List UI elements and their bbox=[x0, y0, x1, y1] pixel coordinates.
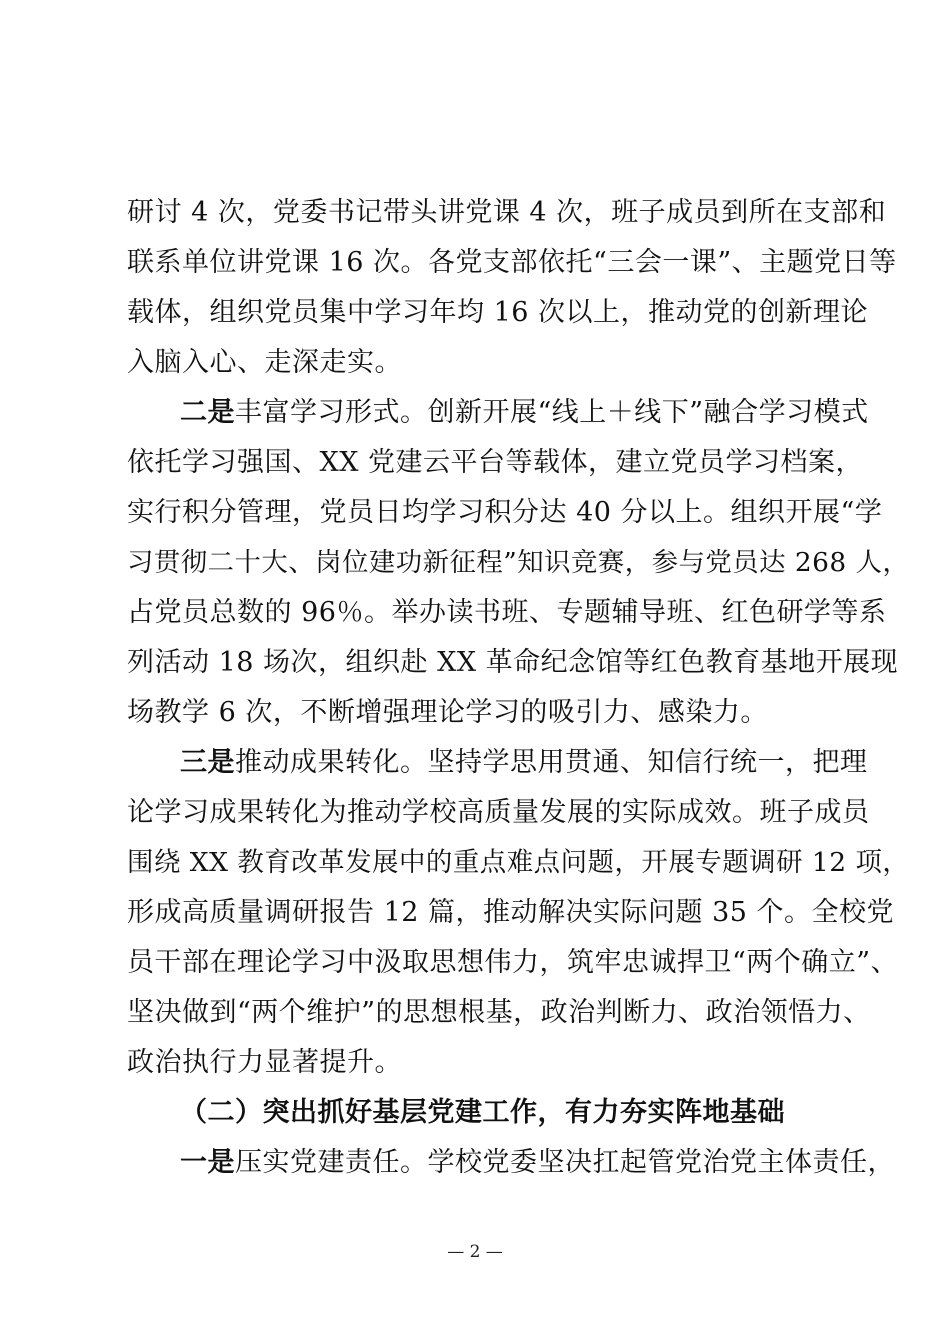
text-line: 入脑入心、走深走实。 bbox=[127, 347, 402, 378]
text-line: 列活动 18 场次，组织赴 XX 革命纪念馆等红色教育基地开展现 bbox=[127, 647, 899, 678]
text-line: 场教学 6 次，不断增强理论学习的吸引力、感染力。 bbox=[127, 697, 768, 728]
text-line: 载体，组织党员集中学习年均 16 次以上，推动党的创新理论 bbox=[127, 297, 869, 328]
text-line: 形成高质量调研报告 12 篇，推动解决实际问题 35 个。全校党 bbox=[127, 897, 895, 928]
text-line: 员干部在理论学习中汲取思想伟力，筑牢忠诚捍卫“两个确立”、 bbox=[127, 947, 899, 978]
text-line: 实行积分管理，党员日均学习积分达 40 分以上。组织开展“学 bbox=[127, 497, 883, 528]
text-line: 研讨 4 次，党委书记带头讲党课 4 次，班子成员到所在支部和 bbox=[127, 197, 887, 228]
paragraph-text: 推动成果转化。坚持学思用贯通、知信行统一，把理 bbox=[235, 747, 868, 778]
paragraph-lead: 一是 bbox=[180, 1147, 235, 1178]
page-number: — 2 — bbox=[447, 1242, 503, 1262]
text-line: 习贯彻二十大、岗位建功新征程”知识竞赛，参与党员达 268 人， bbox=[127, 548, 910, 578]
paragraph-lead: 二是 bbox=[180, 397, 235, 428]
paragraph-text: 压实党建责任。学校党委坚决扛起管党治党主体责任， bbox=[235, 1147, 895, 1178]
text-line: 坚决做到“两个维护”的思想根基，政治判断力、政治领悟力、 bbox=[127, 997, 871, 1028]
paragraph-first-line bbox=[180, 395, 869, 431]
paragraph-first-line bbox=[180, 1145, 895, 1181]
paragraph-text: 丰富学习形式。创新开展“线上＋线下”融合学习模式 bbox=[235, 397, 869, 428]
paragraph-lead: 三是 bbox=[180, 747, 235, 778]
text-line: 政治执行力显著提升。 bbox=[127, 1047, 402, 1078]
text-line: 依托学习强国、XX 党建云平台等载体，建立党员学习档案， bbox=[127, 447, 864, 478]
text-line: 论学习成果转化为推动学校高质量发展的实际成效。班子成员 bbox=[127, 797, 870, 828]
section-heading: （二）突出抓好基层党建工作，有力夯实阵地基础 bbox=[180, 1097, 785, 1128]
text-line: 联系单位讲党课 16 次。各党支部依托“三会一课”、主题党日等 bbox=[127, 247, 897, 278]
text-line: 围绕 XX 教育改革发展中的重点难点问题，开展专题调研 12 项， bbox=[127, 847, 910, 878]
text-line: 占党员总数的 96％。举办读书班、专题辅导班、红色研学等系 bbox=[127, 597, 887, 628]
paragraph-first-line bbox=[180, 745, 868, 781]
